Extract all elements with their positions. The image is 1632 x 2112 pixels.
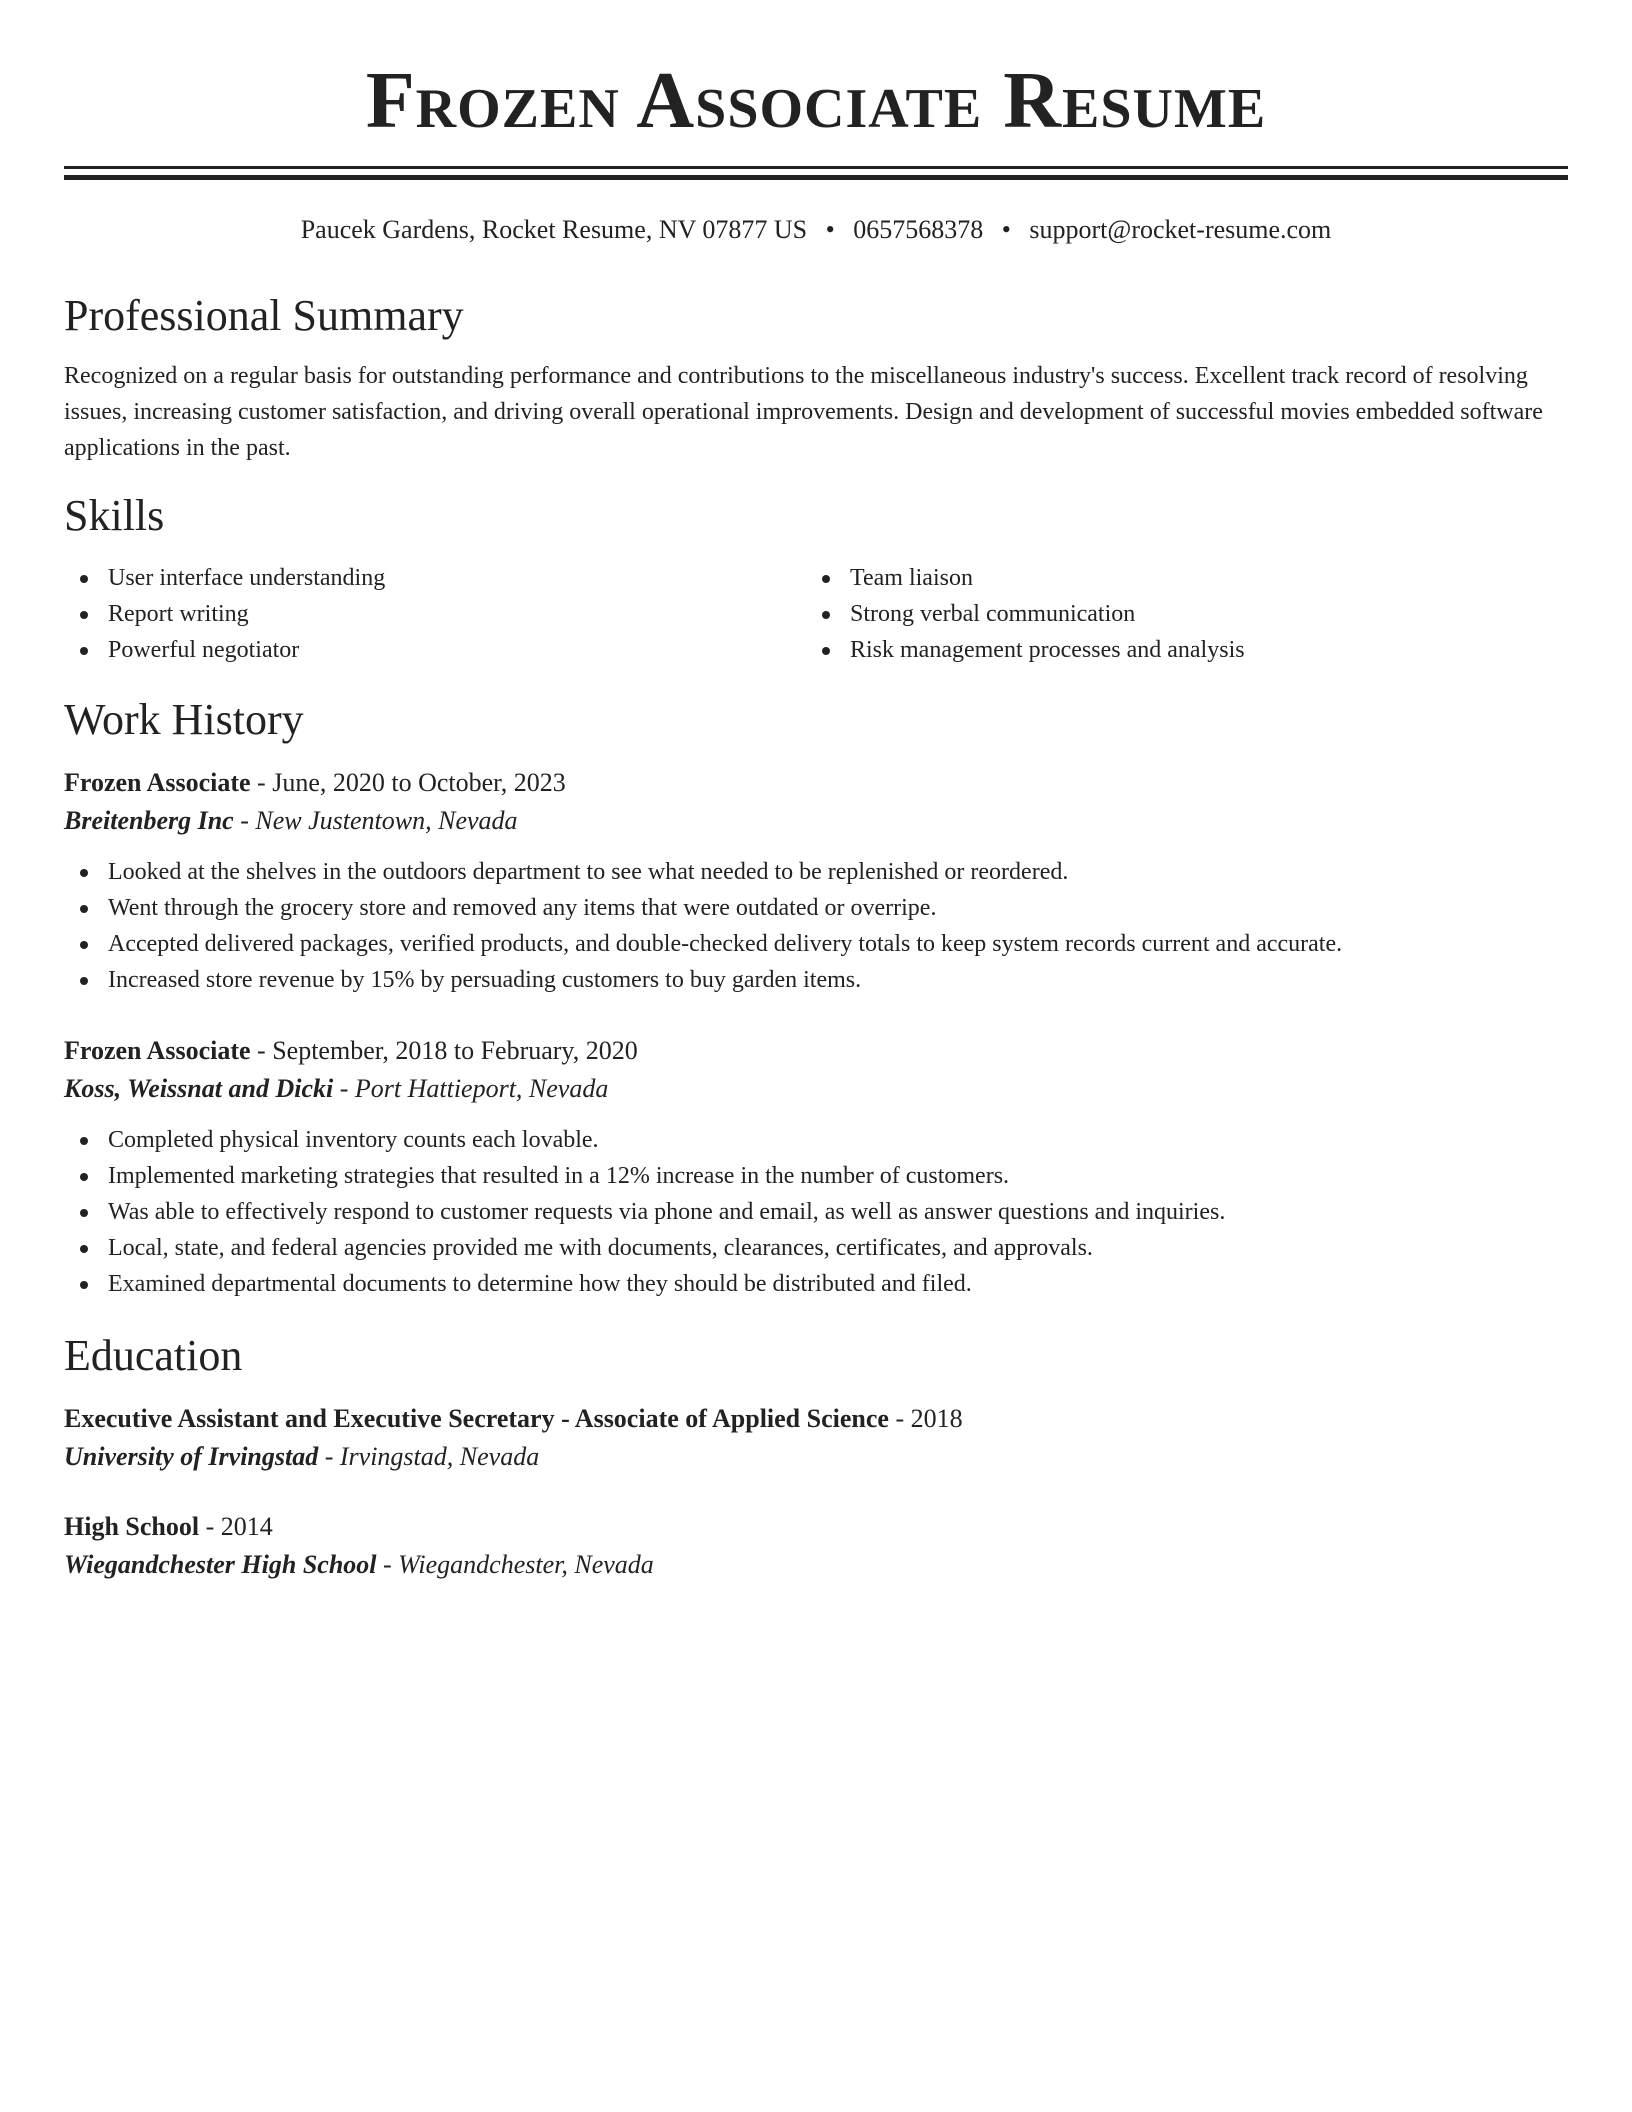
education-entry xyxy=(64,1508,1568,1584)
school-line xyxy=(64,1546,1568,1584)
education-entry xyxy=(64,1400,1568,1476)
contact-phone: 0657568378 xyxy=(853,215,984,244)
skills-column-left xyxy=(64,560,806,668)
skill-item: Powerful negotiator xyxy=(64,632,806,668)
job-title-line xyxy=(64,1032,1568,1070)
job-bullet: Was able to effectively respond to customer requests via phone and email, as well as answer questions and inquiries. xyxy=(64,1194,1568,1230)
school-location: - Irvingstad, Nevada xyxy=(318,1442,540,1471)
contact-separator: • xyxy=(825,215,835,244)
degree-name: High School xyxy=(64,1512,200,1541)
employer-name: Breitenberg Inc xyxy=(64,806,234,835)
job-dates: - September, 2018 to February, 2020 xyxy=(250,1036,638,1065)
contact-address: Paucek Gardens, Rocket Resume, NV 07877 US xyxy=(300,215,808,244)
degree-year: - 2014 xyxy=(199,1512,273,1541)
job-bullet: Went through the grocery store and removed any items that were outdated or overripe. xyxy=(64,890,1568,926)
contact-separator: • xyxy=(1001,215,1011,244)
degree-year: - 2018 xyxy=(888,1404,963,1433)
employer-line xyxy=(64,1070,1568,1108)
degree-line xyxy=(64,1400,1568,1438)
title-rule-bottom xyxy=(64,175,1568,180)
employer-location: - Port Hattieport, Nevada xyxy=(333,1074,609,1103)
employer-name: Koss, Weissnat and Dicki xyxy=(64,1074,334,1103)
skill-item: Team liaison xyxy=(806,560,1548,596)
job-bullet: Accepted delivered packages, verified products, and double-checked delivery totals to keep system records current and accurate. xyxy=(64,926,1568,962)
resume-page xyxy=(64,0,1568,1584)
employer-location: - New Justentown, Nevada xyxy=(233,806,518,835)
job-title: Frozen Associate xyxy=(64,1036,251,1065)
job-bullet: Looked at the shelves in the outdoors department to see what needed to be replenished or reordered. xyxy=(64,854,1568,890)
job-title: Frozen Associate xyxy=(64,768,251,797)
school-name: University of Irvingstad xyxy=(64,1442,319,1471)
skills-list xyxy=(64,560,1568,668)
education-heading: Education xyxy=(64,1331,243,1380)
skill-item: Report writing xyxy=(64,596,806,632)
skill-item: Strong verbal communication xyxy=(806,596,1548,632)
summary-heading: Professional Summary xyxy=(64,291,464,340)
school-location: - Wiegandchester, Nevada xyxy=(376,1550,654,1579)
job-bullet: Increased store revenue by 15% by persuading customers to buy garden items. xyxy=(64,962,1568,998)
school-name: Wiegandchester High School xyxy=(64,1550,377,1579)
skills-heading: Skills xyxy=(64,491,165,540)
job-entry xyxy=(64,1032,1568,1302)
contact-line xyxy=(64,214,1568,246)
summary-text: Recognized on a regular basis for outstanding performance and contributions to the miscellaneous industry's success. Excellent track record of resolving issues, increasing customer satisfaction, and driving overall operational improvements. Design and development of successful movies embedded software applications in the past. xyxy=(64,363,1543,461)
work-history-heading: Work History xyxy=(64,695,304,744)
skills-column-right xyxy=(806,560,1548,668)
school-line xyxy=(64,1438,1568,1476)
skill-item: Risk management processes and analysis xyxy=(806,632,1548,668)
degree-name: Executive Assistant and Executive Secretary - Associate of Applied Science xyxy=(64,1404,889,1433)
job-dates: - June, 2020 to October, 2023 xyxy=(250,768,566,797)
employer-line xyxy=(64,802,1568,840)
job-bullet: Completed physical inventory counts each lovable. xyxy=(64,1122,1568,1158)
contact-email: support@rocket-resume.com xyxy=(1029,215,1332,244)
job-title-line xyxy=(64,764,1568,802)
job-bullet: Examined departmental documents to determine how they should be distributed and filed. xyxy=(64,1266,1568,1302)
job-entry xyxy=(64,764,1568,998)
resume-title: Frozen Associate Resume xyxy=(365,57,1267,145)
degree-line xyxy=(64,1508,1568,1546)
job-bullet: Implemented marketing strategies that resulted in a 12% increase in the number of customers. xyxy=(64,1158,1568,1194)
job-bullets xyxy=(64,854,1568,998)
job-bullet: Local, state, and federal agencies provided me with documents, clearances, certificates, and approvals. xyxy=(64,1230,1568,1266)
job-bullets xyxy=(64,1122,1568,1302)
skill-item: User interface understanding xyxy=(64,560,806,596)
title-rule-top xyxy=(64,166,1568,169)
